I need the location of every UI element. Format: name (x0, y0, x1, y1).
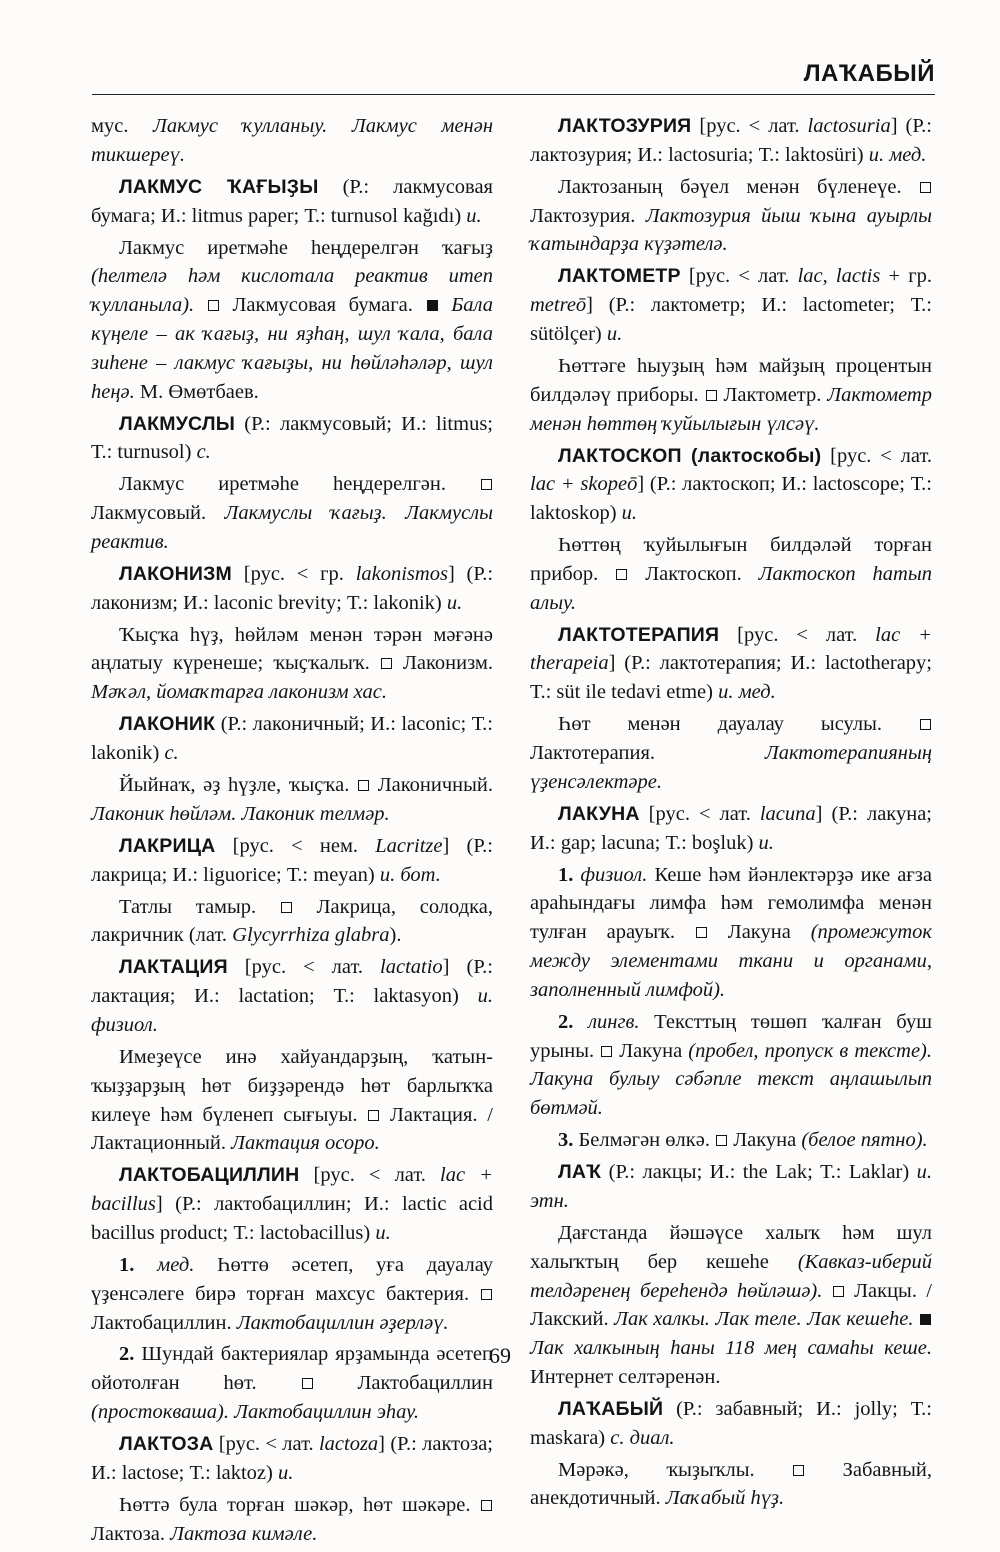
entry-laktoskop: ЛАКТОСКОП (лактоскобы) [рус. < лат. lac + skopeō] (Р.: лактоскоп; И.: lactoscope; Т.: laktoskop) и. (530, 444, 933, 525)
open-square-icon (716, 1135, 727, 1146)
filled-square-icon (427, 300, 438, 311)
open-square-icon (616, 569, 627, 580)
page-header (92, 48, 935, 95)
open-square-icon (302, 1378, 313, 1389)
definition: Һөттөң ҡуйылығын билдәләй торған прибор. Лактоскоп. Лактоскоп һатып алыу. (530, 534, 932, 614)
definition: Татлы тамыр. Лакрица, солодка, лакричник (лат. Glycyrrhiza glabra). (91, 895, 493, 947)
open-square-icon (696, 927, 707, 938)
entry-lakmus-kagyzy: ЛАКМУС ҠАҒЫҘЫ (Р.: лакмусовая бумага; И.: litmus paper; Т.: turnusol kağıdı) и. (91, 175, 493, 227)
filled-square-icon (920, 1314, 931, 1325)
headword: ЛАКТОТЕРАПИЯ (558, 623, 720, 646)
open-square-icon (601, 1046, 612, 1057)
sense-2: 2. лингв. Тексттың төшөп ҡалған буш урыны. Лакуна (пробел, пропуск в тексте). Лакуна булыу сәбәпле текст аңлашылып бөтмәй. (530, 1010, 932, 1120)
open-square-icon (706, 390, 717, 401)
open-square-icon (481, 479, 492, 490)
entry-lakuna: ЛАКУНА [рус. < лат. lacuna] (Р.: лакуна; И.: gap; lacuna; Т.: boşluk) и. (530, 802, 932, 854)
headword: ЛАКОНИЗМ (119, 562, 232, 585)
entry-lakonik: ЛАКОНИК (Р.: лаконичный; И.: laconic; Т.: lakonik) с. (91, 713, 493, 765)
open-square-icon (920, 182, 931, 193)
headword: ЛАКТОЗУРИЯ (558, 115, 692, 137)
open-square-icon (481, 1500, 492, 1511)
right-column (530, 112, 932, 1516)
open-square-icon (281, 902, 292, 913)
definition: Мәрәкә, ҡыҙыҡлы. Забавный, анекдотичный. Лаҡабый һүҙ. (530, 1458, 932, 1510)
headword: ЛАКТОЗА (119, 1433, 214, 1456)
definition: Дағстанда йәшәүсе халыҡ һәм шул халыҡтың бер кешеһе (Кавказ-иберий телдәренең береһендә һөйләшә). Лакцы. / Лакский. Лак халкы. Лак теле. Лак кешеһе. Лак халкының һаны 118 мең самаһы кеше. Интернет селтәренән. (530, 1221, 933, 1388)
headword: ЛАКМУСЛЫ (119, 412, 236, 435)
left-column (91, 112, 493, 1552)
entry-laktozuriya: ЛАКТОЗУРИЯ [рус. < лат. lactosuria] (Р.: лактозурия; И.: lactosuria; Т.: laktosüri) и. мед. (530, 115, 933, 166)
open-square-icon (368, 1110, 379, 1121)
headword: ЛАКОНИК (119, 713, 216, 736)
entry-lakabyy: ЛАҠАБЫЙ (Р.: забавный; И.: jolly; Т.: maskara) с. диал. (530, 1397, 932, 1449)
headword: ЛАҠ (558, 1161, 602, 1184)
definition: Һөттә була торған шәкәр, һөт шәкәре. Лактоза. Лактоза кимәле. (91, 1491, 493, 1549)
open-square-icon (833, 1286, 844, 1297)
entry-continuation: мус. Лакмус ҡулланыу. Лакмус менән тикшереү. (91, 115, 493, 166)
definition: Ҡыҫҡа һүҙ, һөйләм менән тәрән мәғәнә аңлатыу күренеше; ҡыҫҡалыҡ. Лаконизм. Мәҡәл, йомаҡтарға лаконизм хас. (91, 623, 493, 704)
open-square-icon (793, 1465, 804, 1476)
definition: Лактозаның бәүел менән бүленеүе. Лактозурия. Лактозурия йыш ҡына ауырлы ҡатындарҙа күҙәтелә. (530, 175, 932, 256)
definition: Йыйнаҡ, әҙ һүҙле, ҡыҫҡа. Лаконичный. Лаконик һөйләм. Лаконик телмәр. (91, 774, 494, 825)
sense-1: 1. мед. Һөттө әсетеп, уға дауалау үҙенсәлеге бирә торған махсус бактерия. Лактобациллин. Лактобациллин әҙерләү. (91, 1253, 494, 1334)
entry-laktoterapiya: ЛАКТОТЕРАПИЯ [рус. < лат. lac + therapeia] (Р.: лактотерапия; И.: lactotherapy; Т.: süt ile tedavi etme) и. мед. (530, 623, 932, 704)
entry-lakrica: ЛАКРИЦА [рус. < нем. Lacritze] (Р.: лакрица; И.: liguorice; Т.: meyan) и. бот. (91, 834, 494, 886)
definition: Лакмус иретмәһе һеңдерелгән ҡағыҙ (һелтелә һәм кислотала реактив итеп ҡулланыла). Лакмусовая бумага. Бала күңеле – ак ҡағыҙ, ни яҙһаң, шул ҡала, бала зиһене – лакмус ҡағыҙы, ни һөйләһәләр, шул һеңә. М. Өмөтбаев. (91, 236, 493, 403)
page-number: 69 (489, 1343, 511, 1368)
entry-laktometr: ЛАКТОМЕТР [рус. < лат. lac, lactis + гр. metreō] (Р.: лактометр; И.: lactometer; Т.: sütölçer) и. (530, 265, 932, 345)
definition: Һөттәге һыуҙың һәм майҙың процентын билдәләү приборы. Лактометр. Лактометр менән һөттөң ҡуйылығын үлсәү. (530, 354, 932, 435)
entry-laktobacillin: ЛАКТОБАЦИЛЛИН [рус. < лат. lac + bacillus] (Р.: лактобациллин; И.: lactic acid bacillus product; Т.: lactobacillus) и. (91, 1164, 493, 1244)
headword: ЛАКТОСКОП (лактоскобы) (558, 444, 822, 467)
open-square-icon (481, 1289, 492, 1300)
sense-2: 2. Шундай бактериялар ярҙамында әсетеп ойотолған һөт. Лактобациллин (простокваша). Лактобациллин эһау. (91, 1343, 493, 1424)
headword: ЛАКТОБАЦИЛЛИН (119, 1164, 300, 1187)
running-head: ЛАҠАБЫЙ (803, 60, 935, 87)
entry-laktaciya: ЛАКТАЦИЯ [рус. < лат. lactatio] (Р.: лактация; И.: lactation; Т.: laktasyon) и. физиол. (91, 956, 493, 1036)
entry-lakonizm: ЛАКОНИЗМ [рус. < гр. lakonismos] (Р.: лаконизм; И.: laconic brevity; Т.: lakonik) и. (91, 562, 494, 614)
definition: Имеҙеүсе инә хайуандарҙың, ҡатын-ҡыҙҙарҙың һөт биҙҙәрендә һөт барлыҡҡа килеүе һәм бүленеп сығыуы. Лактация. / Лактационный. Лактация осоро. (91, 1045, 493, 1155)
headword: ЛАКТАЦИЯ (119, 956, 228, 979)
entry-lak: ЛАҠ (Р.: лакцы; И.: the Lak; Т.: Laklar) и. этн. (530, 1161, 932, 1212)
sense-1: 1. физиол. Кеше һәм йәнлектәрҙә ике ағза араһындағы лимфа һәм гемолимфа менән тулған арауыҡ. Лакуна (промежуток между элементами ткани и органами, заполненный лимфой). (530, 863, 933, 1001)
headword: ЛАКРИЦА (119, 834, 216, 857)
headword: ЛАКУНА (558, 802, 640, 825)
entry-laktoza: ЛАКТОЗА [рус. < лат. lactoza] (Р.: лактоза; И.: lactose; Т.: laktoz) и. (91, 1433, 493, 1484)
open-square-icon (920, 719, 931, 730)
headword: ЛАКТОМЕТР (558, 265, 681, 288)
open-square-icon (208, 300, 219, 311)
headword: ЛАКМУС ҠАҒЫҘЫ (119, 175, 319, 198)
headword: ЛАҠАБЫЙ (558, 1397, 664, 1420)
open-square-icon (358, 780, 369, 791)
sense-3: 3. Белмәгән өлкә. Лакуна (белое пятно). (558, 1129, 928, 1152)
entry-lakmusly: ЛАКМУСЛЫ (Р.: лакмусовый; И.: litmus; Т.: turnusol) с. (91, 412, 493, 464)
definition: Һөт менән дауалау ысулы. Лактотерапия. Лактотерапияның үҙенсәлектәре. (530, 713, 932, 793)
open-square-icon (381, 658, 392, 669)
definition: Лакмус иретмәһе һеңдерелгән. Лакмусовый. Лакмуслы ҡағыҙ. Лакмуслы реактив. (91, 473, 493, 553)
